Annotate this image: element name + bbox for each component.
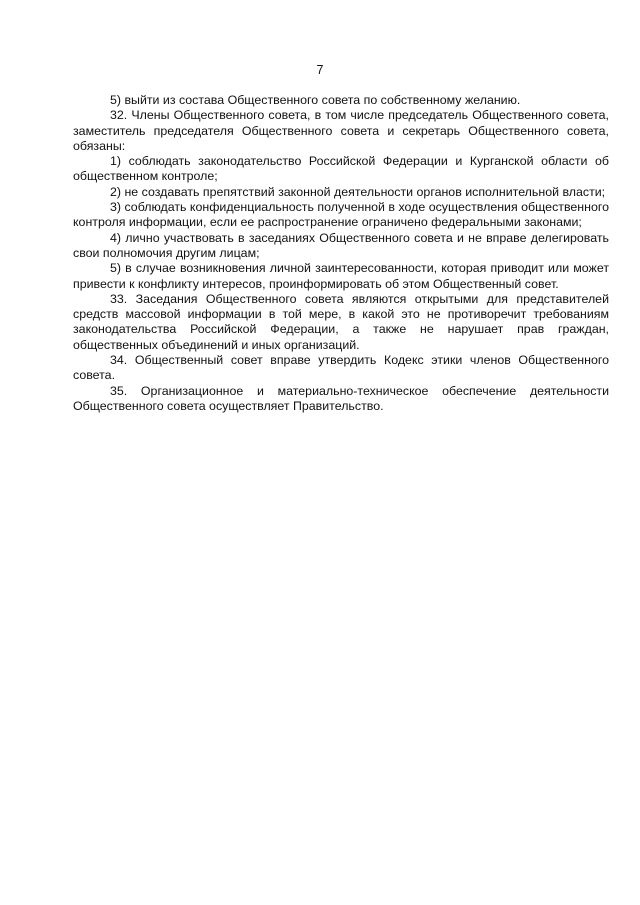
- paragraph-32-item-1: 1) соблюдать законодательство Российской Федерации и Курганской области об общественном контроле;: [73, 154, 609, 184]
- paragraph-32-item-5: 5) в случае возникновения личной заинтересованности, которая приводит или может привести к конфликту интересов, проинформировать об этом Общественный совет.: [73, 261, 609, 291]
- paragraph-32-item-4: 4) лично участвовать в заседаниях Общественного совета и не вправе делегировать свои полномочия другим лицам;: [73, 230, 609, 260]
- paragraph-32-item-2: 2) не создавать препятствий законной деятельности органов исполнительной власти;: [110, 184, 606, 199]
- paragraph-32: 32. Члены Общественного совета, в том числе председатель Общественного совета, заместитель председателя Общественного совета и секретарь Общественного совета, обязаны:: [73, 108, 609, 153]
- paragraph-33: 33. Заседания Общественного совета являются открытыми для представителей средств массовой информации в той мере, в какой это не противоречит требованиям законодательства Российской Федерации, а также не нарушает прав граждан, общественных объединений и иных организаций.: [73, 291, 609, 352]
- paragraph-34: 34. Общественный совет вправе утвердить Кодекс этики членов Общественного совета.: [73, 353, 609, 383]
- page-number: 7: [316, 63, 324, 77]
- paragraph-32-item-3: 3) соблюдать конфиденциальность полученной в ходе осуществления общественного контроля информации, если ее распространение ограничено федеральными законами;: [73, 200, 609, 230]
- document-body: [73, 93, 609, 414]
- paragraph-item-5-withdraw: 5) выйти из состава Общественного совета по собственному желанию.: [110, 93, 521, 107]
- paragraph-35: 35. Организационное и материально-техническое обеспечение деятельности Общественного совета осуществляет Правительство.: [73, 383, 609, 413]
